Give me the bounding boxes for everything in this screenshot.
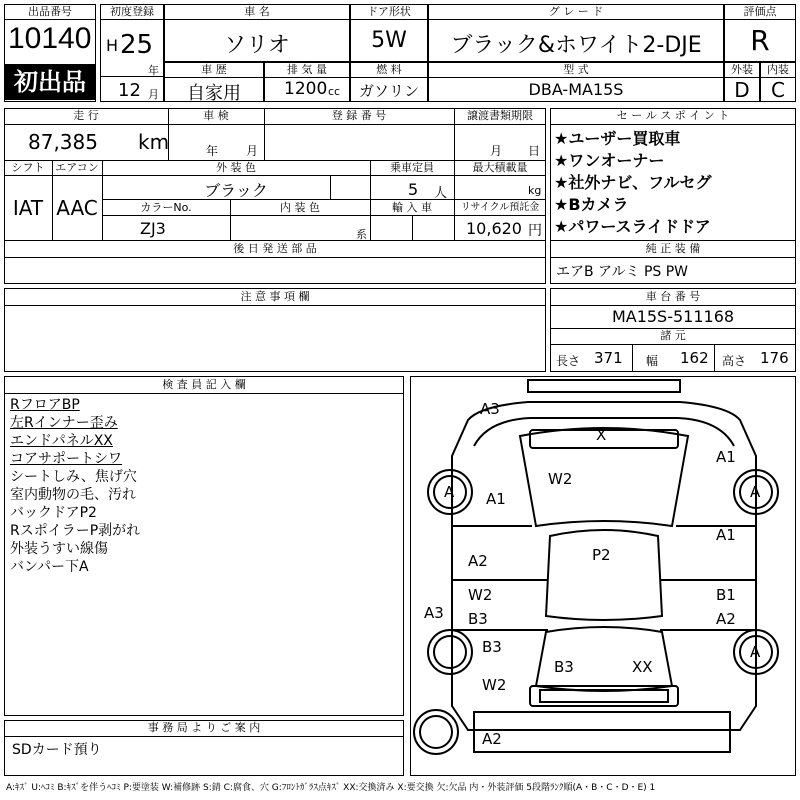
capacity-unit: 人 bbox=[434, 186, 448, 201]
inspector-note-item: 左Rインナー歪み bbox=[10, 415, 118, 431]
reg-year: 25 bbox=[120, 30, 154, 60]
model: DBA-MA15S bbox=[528, 80, 624, 99]
mark-a1-right-mid: A1 bbox=[716, 526, 736, 544]
shift: IAT bbox=[12, 196, 44, 220]
mark-a1-left: A1 bbox=[486, 490, 506, 508]
int-score-label: 内装 bbox=[767, 63, 789, 76]
height-label: 高さ bbox=[722, 354, 747, 368]
office-text: SDカード預り bbox=[12, 742, 102, 758]
load-label: 最大積載量 bbox=[472, 161, 528, 174]
mark-a-left-wheel: A bbox=[444, 483, 455, 501]
inspector-note-item: バンパー下A bbox=[10, 559, 89, 575]
equipment: エアB アルミ PS PW bbox=[556, 264, 689, 280]
month-unit: 月 bbox=[148, 88, 159, 101]
sales-points-label: セ ー ル ス ポ イ ン ト bbox=[616, 109, 730, 122]
inspector-note-item: RスポイラーP剥がれ bbox=[10, 523, 141, 539]
car-outline-diagram bbox=[410, 376, 796, 776]
sales-point-item: ★Bカメラ bbox=[554, 195, 629, 214]
inspector-note-item: シートしみ、焦げ穴 bbox=[10, 469, 137, 485]
chassis-label: 車 台 番 号 bbox=[645, 290, 701, 303]
door-label: ドア形状 bbox=[367, 5, 411, 18]
load-unit: kg bbox=[528, 184, 542, 197]
color-no: ZJ3 bbox=[140, 219, 166, 238]
mark-xx-rear: XX bbox=[632, 658, 653, 676]
inspector-note-item: コアサポートシワ bbox=[10, 451, 122, 467]
history: 自家用 bbox=[187, 83, 241, 104]
int-color-label: 内 装 色 bbox=[280, 201, 320, 214]
mark-b1-right: B1 bbox=[716, 586, 736, 604]
capacity-label: 乗車定員 bbox=[390, 161, 434, 174]
fuel-label: 燃 料 bbox=[376, 63, 402, 76]
inspector-note-item: バックドアP2 bbox=[10, 505, 97, 521]
int-color-unit: 系 bbox=[356, 228, 367, 241]
dimensions-label: 諸 元 bbox=[660, 329, 686, 342]
width-label: 幅 bbox=[646, 354, 659, 368]
sales-point-item: ★ユーザー買取車 bbox=[554, 129, 681, 148]
sales-point-item: ★社外ナビ、フルセグ bbox=[554, 173, 712, 192]
mark-a2-left: A2 bbox=[468, 552, 488, 570]
mark-a-right-wheel: A bbox=[750, 483, 761, 501]
score-label: 評価点 bbox=[743, 5, 777, 18]
sales-point-item: ★ワンオーナー bbox=[554, 151, 665, 170]
transfer-label: 譲渡書類期限 bbox=[467, 109, 533, 122]
office-label: 事 務 局 よ り ご 案 内 bbox=[147, 721, 261, 734]
inspector-note-item: 室内動物の毛、汚れ bbox=[10, 487, 136, 503]
ext-score: D bbox=[734, 78, 750, 102]
inspector-note-item: RフロアBP bbox=[10, 397, 80, 413]
recycle-label: リサイクル預託金 bbox=[460, 202, 540, 213]
year-unit: 年 bbox=[148, 64, 159, 77]
ext-color-label: 外 装 色 bbox=[216, 161, 256, 174]
inspector-label: 検 査 員 記 入 欄 bbox=[162, 378, 246, 391]
mileage-label: 走 行 bbox=[73, 109, 99, 122]
later-parts-label: 後 日 発 送 部 品 bbox=[233, 242, 317, 255]
sales-points-list bbox=[554, 128, 712, 238]
equipment-label: 純 正 装 備 bbox=[645, 242, 701, 255]
history-label: 車 歴 bbox=[201, 63, 227, 76]
int-score: C bbox=[771, 78, 785, 102]
fuel: ガソリン bbox=[358, 82, 419, 100]
inspection-label: 車 検 bbox=[203, 109, 229, 122]
ext-score-label: 外装 bbox=[731, 63, 753, 76]
inspector-notes bbox=[10, 396, 140, 576]
mark-w2-left: W2 bbox=[468, 586, 493, 604]
ac: AAC bbox=[56, 196, 98, 220]
legend: A:ｷｽﾞ U:ﾍｺﾐ B:ｷｽﾞを伴うﾍｺﾐ P:要塗装 W:補修跡 S:錆 C:腐食、穴 G:ﾌﾛﾝﾄｶﾞﾗｽ点ｷｽﾞ XX:交換済み X:要交換 欠:欠品 内・外装評価 5段階ﾗﾝｸ順(A・B・C・D・E) 1 bbox=[6, 783, 656, 793]
import-label: 輸 入 車 bbox=[392, 201, 432, 214]
caution-label: 注 意 事 項 欄 bbox=[240, 290, 310, 303]
shift-label: シフト bbox=[11, 161, 45, 174]
ext-color: ブラック bbox=[204, 181, 268, 200]
displacement-label: 排 気 量 bbox=[287, 63, 327, 76]
inspector-note-item: エンドパネルXX bbox=[10, 433, 113, 449]
door-type: 5W bbox=[371, 28, 407, 53]
chassis-number: MA15S-511168 bbox=[611, 307, 735, 326]
mark-x-top: X bbox=[596, 426, 607, 444]
mark-b3-left: B3 bbox=[468, 610, 488, 628]
era: H bbox=[106, 36, 119, 55]
mark-b3-rear: B3 bbox=[554, 658, 574, 676]
plate-label: 登 録 番 号 bbox=[331, 109, 387, 122]
width: 162 bbox=[680, 349, 709, 367]
recycle-unit: 円 bbox=[528, 223, 542, 239]
transfer-month: 月 bbox=[490, 144, 503, 158]
first-listing-badge: 初出品 bbox=[5, 64, 95, 100]
mileage: 87,385 bbox=[28, 130, 98, 154]
reg-month: 12 bbox=[118, 80, 141, 101]
displacement: 1200 bbox=[284, 79, 328, 99]
model-label: 型 式 bbox=[563, 63, 589, 76]
mark-a-rear-right: A bbox=[750, 643, 761, 661]
capacity: 5 bbox=[408, 180, 419, 199]
grade: ブラック&ホワイト2-DJE bbox=[450, 33, 702, 58]
inspection-month: 月 bbox=[246, 144, 259, 158]
mark-a3-top: A3 bbox=[480, 400, 500, 418]
mark-p2-roof: P2 bbox=[592, 546, 611, 564]
mark-a3-left: A3 bbox=[424, 604, 444, 622]
mileage-unit: km bbox=[138, 130, 170, 154]
lot-number-label: 出品番号 bbox=[28, 5, 72, 18]
grade-label: グ レ ー ド bbox=[548, 5, 604, 18]
mark-w2-rear: W2 bbox=[482, 676, 507, 694]
length-label: 長さ bbox=[556, 354, 581, 368]
lot-number: 10140 bbox=[8, 22, 92, 55]
car-name-label: 車 名 bbox=[244, 5, 270, 18]
first-registration-label: 初度登録 bbox=[110, 5, 154, 18]
transfer-day: 日 bbox=[528, 144, 541, 158]
color-no-label: カラーNo. bbox=[140, 201, 192, 214]
mark-b3-rear-left: B3 bbox=[482, 638, 502, 656]
mark-a2-bottom: A2 bbox=[482, 730, 502, 748]
length: 371 bbox=[594, 349, 623, 367]
displacement-unit: cc bbox=[328, 85, 341, 98]
ac-label: エアコン bbox=[55, 161, 99, 174]
sales-point-item: ★パワースライドドア bbox=[554, 217, 711, 236]
car-name: ソリオ bbox=[224, 33, 290, 58]
recycle-fee: 10,620 bbox=[466, 219, 522, 238]
height: 176 bbox=[760, 349, 789, 367]
inspector-note-item: 外装うすい線傷 bbox=[10, 541, 108, 557]
mark-a1-right-top: A1 bbox=[716, 448, 736, 466]
mark-a2-right: A2 bbox=[716, 610, 736, 628]
score: R bbox=[750, 24, 770, 57]
mark-w2-hood: W2 bbox=[548, 470, 573, 488]
inspection-year: 年 bbox=[206, 144, 219, 158]
